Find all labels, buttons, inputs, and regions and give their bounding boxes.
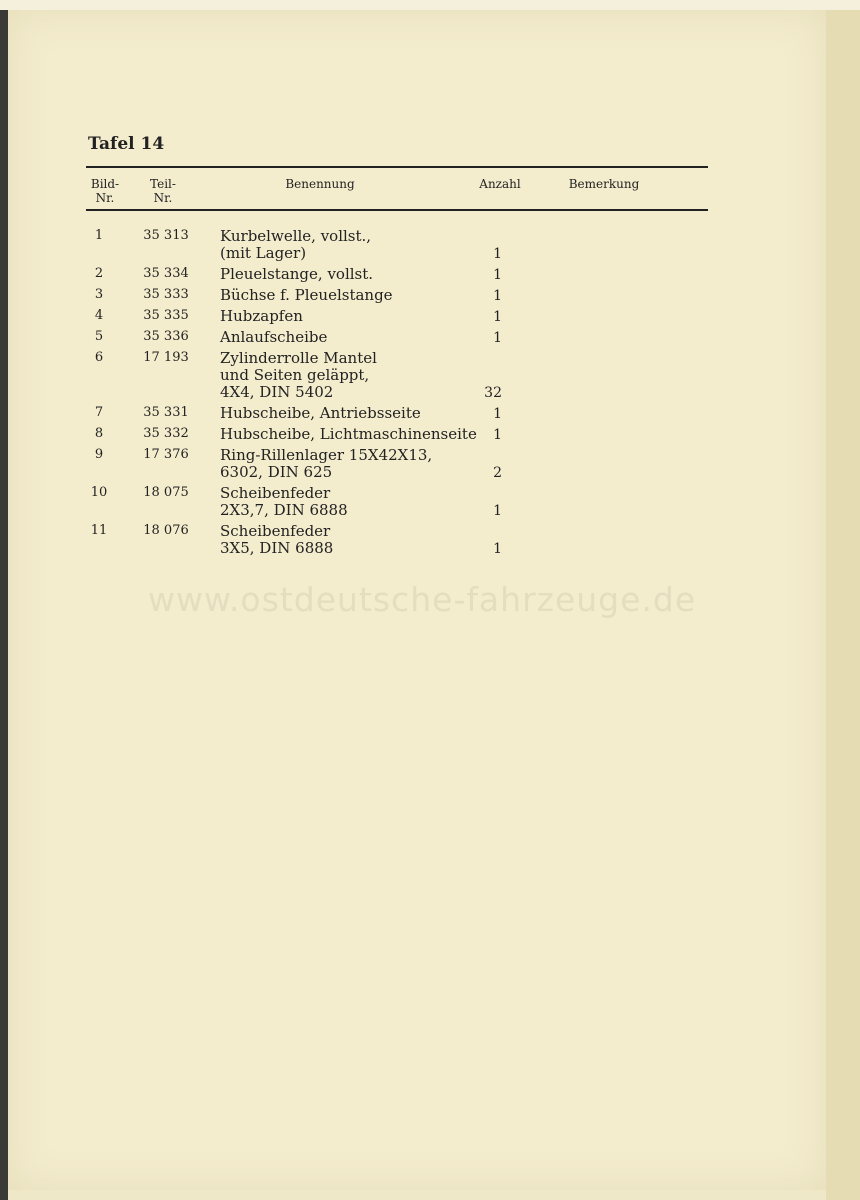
benennung-line: Hubscheibe, Antriebsseite	[220, 404, 421, 422]
table-row	[86, 426, 708, 443]
benennung-line: Scheibenfeder	[220, 484, 331, 502]
header-bottom-rule	[86, 209, 708, 211]
benennung-line: Zylinderrolle Mantel	[220, 349, 377, 367]
bild-nr-cell: 4	[94, 308, 104, 323]
header-benennung: Benennung	[285, 177, 355, 191]
header-anzahl: Anzahl	[479, 177, 521, 191]
header-bild-nr: Bild- Nr.	[90, 177, 120, 205]
teil-nr-cell: 35 333	[143, 287, 189, 302]
anzahl-cell: 1	[493, 330, 502, 346]
anzahl-cell: 1	[493, 503, 502, 519]
table-row	[86, 405, 708, 422]
bild-nr-cell: 7	[94, 405, 104, 420]
table-row	[86, 447, 708, 481]
benennung-line: Ring-Rillenlager 15X42X13,	[220, 446, 433, 464]
benennung-line: 3X5, DIN 6888	[220, 539, 334, 557]
benennung-line: Scheibenfeder	[220, 522, 331, 540]
table-row	[86, 523, 708, 557]
teil-nr-cell: 35 336	[143, 329, 189, 344]
header-teil-nr: Teil- Nr.	[150, 177, 176, 205]
bild-nr-cell: 3	[94, 287, 104, 302]
anzahl-cell: 1	[493, 288, 502, 304]
table-row	[86, 228, 708, 262]
teil-nr-cell: 35 313	[143, 228, 189, 243]
anzahl-cell: 2	[493, 465, 502, 481]
teil-nr-cell: 35 335	[143, 308, 189, 323]
bild-nr-cell: 5	[94, 329, 104, 344]
bild-nr-cell: 8	[94, 426, 104, 441]
page-right-edge	[826, 10, 860, 1200]
teil-nr-cell: 17 193	[143, 350, 189, 365]
benennung-line: 2X3,7, DIN 6888	[220, 501, 348, 519]
table-row	[86, 287, 708, 304]
teil-nr-cell: 17 376	[143, 447, 189, 462]
page-left-edge	[0, 10, 8, 1200]
benennung-line: Hubzapfen	[220, 307, 303, 325]
benennung-line: Büchse f. Pleuelstange	[220, 286, 393, 304]
benennung-line: Pleuelstange, vollst.	[220, 265, 374, 283]
anzahl-cell: 1	[493, 267, 502, 283]
anzahl-cell: 1	[493, 406, 502, 422]
benennung-line: 6302, DIN 625	[220, 463, 333, 481]
table-row	[86, 329, 708, 346]
table-row	[86, 266, 708, 283]
teil-nr-cell: 35 332	[143, 426, 189, 441]
teil-nr-cell: 18 076	[143, 523, 189, 538]
teil-nr-cell: 35 334	[143, 266, 189, 281]
page-title: Tafel 14	[88, 134, 165, 154]
benennung-line: Anlaufscheibe	[220, 328, 328, 346]
bild-nr-cell: 11	[90, 523, 108, 538]
bild-nr-cell: 1	[94, 228, 104, 243]
teil-nr-cell: 35 331	[143, 405, 189, 420]
bild-nr-cell: 10	[90, 485, 108, 500]
bild-nr-cell: 9	[94, 447, 104, 462]
bild-nr-cell: 6	[94, 350, 104, 365]
teil-nr-cell: 18 075	[143, 485, 189, 500]
anzahl-cell: 1	[493, 309, 502, 325]
anzahl-cell: 32	[484, 385, 502, 401]
benennung-line: (mit Lager)	[220, 244, 307, 262]
bild-nr-cell: 2	[94, 266, 104, 281]
table-row	[86, 350, 708, 401]
header-bemerkung: Bemerkung	[568, 177, 640, 191]
anzahl-cell: 1	[493, 541, 502, 557]
header-top-rule	[86, 166, 708, 168]
table-row	[86, 308, 708, 325]
anzahl-cell: 1	[493, 427, 502, 443]
anzahl-cell: 1	[493, 246, 502, 262]
watermark: www.ostdeutsche-fahrzeuge.de	[148, 580, 697, 619]
benennung-line: 4X4, DIN 5402	[220, 383, 334, 401]
benennung-line: Hubscheibe, Lichtmaschinenseite	[220, 425, 477, 443]
benennung-line: und Seiten geläppt,	[220, 366, 370, 384]
table-row	[86, 485, 708, 519]
benennung-line: Kurbelwelle, vollst.,	[220, 227, 372, 245]
